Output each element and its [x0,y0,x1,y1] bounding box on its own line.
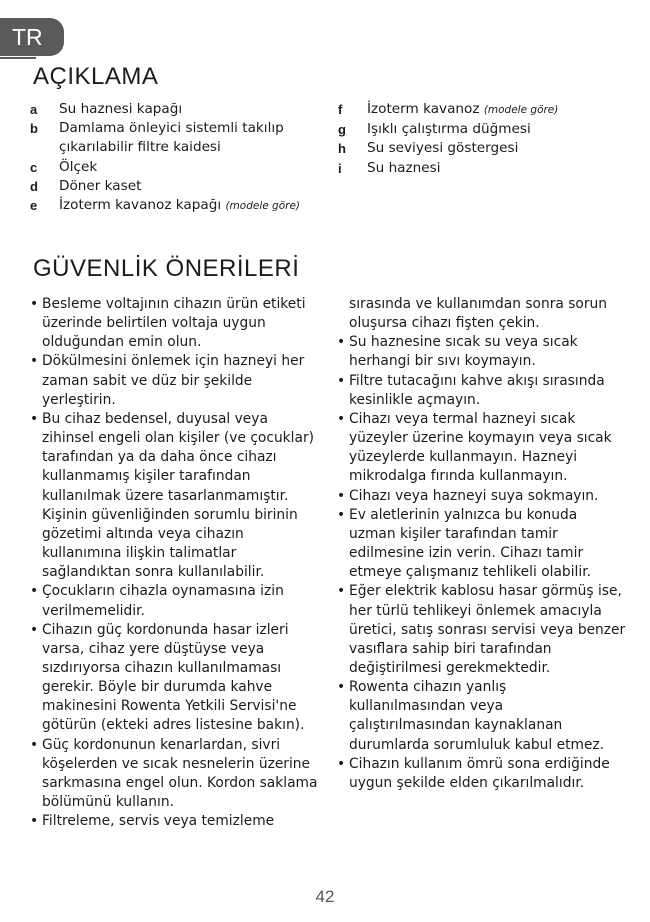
description-item [30,119,330,157]
item-letter: h [338,141,346,157]
item-text: Işıklı çalıştırma düğmesi [367,121,531,138]
item-letter: g [338,122,346,138]
item-text: Su haznesi [367,159,441,176]
safety-bullet: • Su haznesine sıcak su veya sıcak herhangi bir sıvı koymayın. [337,333,627,371]
item-note: (modele göre) [225,200,301,213]
safety-bullet: • Cihazın güç kordonunda hasar izleri varsa, cihaz yere düştüyse veya sızdırıyorsa cihazın kullanılmaması gerekir. Böyle bir durumda kahve makinesini Rowenta Yetkili Servisi'ne götürün (ekteki adres listesine bakın). [30,621,320,736]
safety-bullet: • Çocukların cihazla oynamasına izin verilmemelidir. [30,582,320,620]
description-item [30,177,330,196]
safety-bullet: • Cihazı veya hazneyi suya sokmayın. [337,487,627,506]
safety-bullet: • Dökülmesini önlemek için hazneyi her zaman sabit ve düz bir şekilde yerleştirin. [30,352,320,409]
item-letter: d [30,178,38,194]
safety-bullet: • Ev aletlerinin yalnızca bu konuda uzman kişiler tarafından tamir edilmesine izin verin. Cihazı tamir etmeye çalışmanız tehlikeli olabilir. [337,506,627,583]
item-letter: f [338,102,343,117]
item-letter: b [30,121,38,137]
safety-bullet: • Eğer elektrik kablosu hasar görmüş ise, her türlü tehlikeyi önlemek amacıyla üretici, satış sonrası servisi veya benzer vasıflara sahip biri tarafından değiştirilmesi gerekmektedir. [337,582,627,678]
safety-heading: GÜVENLİK ÖNERİLERİ [33,255,300,282]
item-text: Damlama önleyici sistemli takılıp çıkarılabilir filtre kaidesi [59,120,284,156]
item-letter: e [30,198,38,214]
safety-bullet-continuation: sırasında ve kullanımdan sonra sorun oluşursa cihazı fişten çekin. [349,296,608,332]
language-tab: TR [0,18,64,56]
page-number: 42 [315,887,335,906]
description-item [30,158,330,177]
description-item [338,100,628,120]
description-list-left [30,100,330,216]
description-item [338,139,628,158]
item-text: Su seviyesi göstergesi [367,140,519,157]
description-item [338,159,628,178]
item-text: İzoterm kavanoz kapağı [59,197,222,214]
item-letter: a [30,102,38,117]
item-text: Ölçek [59,158,98,175]
item-note: (modele göre) [483,104,559,116]
safety-bullet: • Güç kordonunun kenarlardan, sivri köşelerden ve sıcak nesnelerin üzerine sarkmasına engel olun. Kordon saklama bölümünü kullanın. [30,736,320,813]
item-letter: c [30,159,38,175]
item-text: Döner kaset [59,177,142,194]
safety-bullet: • Rowenta cihazın yanlış kullanılmasından veya çalıştırılmasından kaynaklanan durumlarda sorumluluk kabul etmez. [337,678,627,755]
safety-bullet: • Filtreleme, servis veya temizleme [30,812,320,831]
item-letter: i [338,160,342,176]
description-item [30,196,330,216]
description-item [30,100,330,119]
tab-underline [0,57,36,59]
description-item [338,120,628,139]
safety-bullet: • Besleme voltajının cihazın ürün etiketi üzerinde belirtilen voltaja uygun olduğundan emin olun. [30,295,320,352]
safety-bullet: • Bu cihaz bedensel, duyusal veya zihinsel engeli olan kişiler (ve çocuklar) tarafından ya da daha önce cihazı kullanmamış kişiler tarafından kullanılmak üzere tasarlanmamıştır. Kişinin güvenliğinden sorumlu birinin gözetimi altında veya cihazın kullanımına ilişkin talimatlar sağlandıktan sonra kullanılabilir. [30,410,320,582]
safety-column-2 [337,295,627,793]
safety-bullet: • Cihazın kullanım ömrü sona erdiğinde uygun şekilde elden çıkarılmalıdır. [337,755,627,793]
safety-bullet: • Filtre tutacağını kahve akışı sırasında kesinlikle açmayın. [337,372,627,410]
safety-bullet: • Cihazı veya termal hazneyi sıcak yüzeyler üzerine koymayın veya sıcak yüzeylerde kullanmayın. Hazneyi mikrodalga fırında kullanmayın. [337,410,627,487]
description-heading: AÇIKLAMA [33,63,159,90]
item-text: Su haznesi kapağı [59,101,183,117]
item-text: İzoterm kavanoz [367,101,480,117]
safety-column-1 [30,295,320,831]
description-list-right [338,100,628,178]
